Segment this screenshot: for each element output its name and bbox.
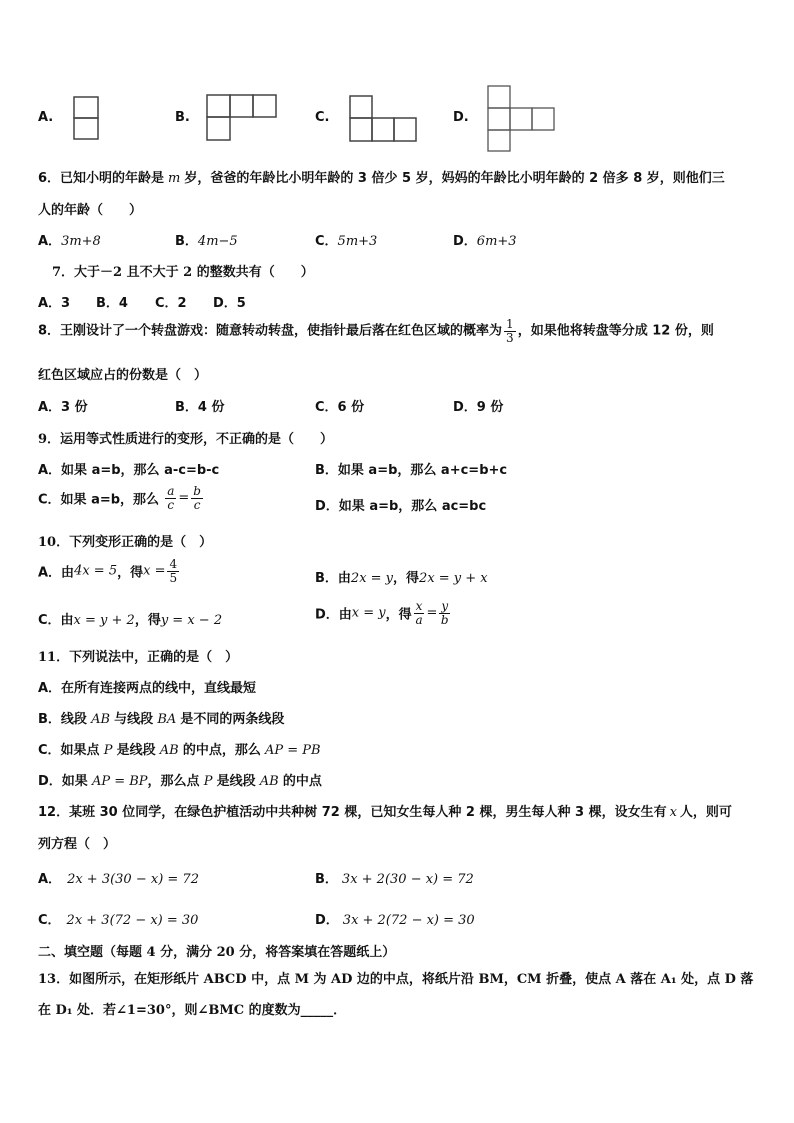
q12-stem-part2: 人，则可 [679,805,732,820]
q10-option-d: D．由x = y，得 $\frac{x}{a}$ = $\frac{y}{b}$ [315,599,449,627]
q9-option-c: C．如果 a=b，那么 $\frac{a}{c}$ = $\frac{b}{c}$ [38,484,201,512]
q7-stem: 7．大于－2 且不大于 2 的整数共有（ ） [52,265,314,280]
q11-option-c: C．如果点 P 是线段 AB 的中点，那么 AP = PB [38,743,321,758]
q10-option-b: B．由2x = y，得2x = y + x [315,571,488,586]
q8-stem-line1 [38,318,714,344]
q6-option-a: A．3m+8 [38,234,101,249]
q11-option-b: B．线段 AB 与线段 BA 是不同的两条线段 [38,712,285,727]
q6-stem-part2: 岁，爸爸的年龄比小明年龄的 3 倍少 5 岁，妈妈的年龄比小明年龄的 2 倍多 8 岁，则他们三 [184,171,725,186]
q5-figure-d [480,82,558,154]
q11-option-a: A．在所有连接两点的线中，直线最短 [38,681,257,696]
q8-stem-part1: 8．王刚设计了一个转盘游戏：随意转动转盘，使指针最后落在红色区域的概率为 [38,323,503,339]
q6-stem-line1 [38,167,725,186]
q5-figure-b [205,93,279,143]
q8-option-a: A．3 份 [38,400,88,415]
q7-option-c: C．2 [155,296,187,311]
q12-option-d: D． 3x + 2(72 − x) = 30 [315,913,475,928]
q12-stem-line1 [38,801,732,820]
q9-stem: 9．运用等式性质进行的变形，不正确的是（ ） [38,432,334,447]
q12-option-b: B． 3x + 2(30 − x) = 72 [315,872,474,887]
q8-fraction: $\frac{1}{3}$ [506,317,514,345]
q6-stem-line2: 人的年龄（ ） [38,203,143,218]
q8-stem-line2: 红色区域应占的份数是（ ） [38,368,208,383]
q6-var-m: m [168,171,181,186]
q8-option-d: D．9 份 [453,400,504,415]
q9-option-d: D．如果 a=b，那么 ac=bc [315,499,487,514]
q5-option-a-label: A. [38,110,54,125]
q8-stem-part2: ，如果他将转盘等分成 12 份，则 [517,323,714,339]
q7-option-b: B．4 [96,296,128,311]
q13-stem-line1: 13．如图所示，在矩形纸片 ABCD 中，点 M 为 AD 边的中点，将纸片沿 BM，CM 折叠，使点 A 落在 A₁ 处，点 D 落 [38,972,754,987]
q8-option-c: C．6 份 [315,400,365,415]
q11-option-d: D．如果 AP = BP，那么点 P 是线段 AB 的中点 [38,774,322,789]
q5-option-d-label: D. [453,110,469,125]
q9-option-a: A．如果 a=b，那么 a-c=b-c [38,463,220,478]
q10-stem: 10．下列变形正确的是（ ） [38,535,213,550]
section-2-heading: 二、填空题（每题 4 分，满分 20 分，将答案填在答题纸上） [38,945,396,960]
q9-option-b: B．如果 a=b，那么 a+c=b+c [315,463,508,478]
q12-var-x: x [669,805,677,820]
q6-option-b: B．4m−5 [175,234,238,249]
q7-option-a: A．3 [38,296,71,311]
q6-option-d: D．6m+3 [453,234,517,249]
q5-option-b-label: B. [175,110,190,125]
q11-stem: 11．下列说法中，正确的是（ ） [38,650,239,665]
q7-option-d: D．5 [213,296,246,311]
q10-option-a: A．由4x = 5，得x = $\frac{4}{5}$ [38,557,178,585]
q13-stem-line2: 在 D₁ 处．若∠1=30°，则∠BMC 的度数为_____． [38,1003,347,1018]
q10-option-c: C．由x = y + 2，得y = x − 2 [38,613,223,628]
q5-figure-c [348,94,418,144]
q12-stem-part1: 12．某班 30 位同学，在绿色护植活动中共种树 72 棵，已知女生每人种 2 棵，男生每人种 3 棵，设女生有 [38,805,667,820]
q6-stem-part1: 6．已知小明的年龄是 [38,171,165,186]
q12-stem-line2: 列方程（ ） [38,837,117,852]
q5-option-c-label: C. [315,110,330,125]
q12-option-c: C． 2x + 3(72 − x) = 30 [38,913,199,928]
q6-option-c: C．5m+3 [315,234,378,249]
q8-option-b: B．4 份 [175,400,225,415]
q5-figure-a [73,96,99,140]
q12-option-a: A． 2x + 3(30 − x) = 72 [38,872,199,887]
